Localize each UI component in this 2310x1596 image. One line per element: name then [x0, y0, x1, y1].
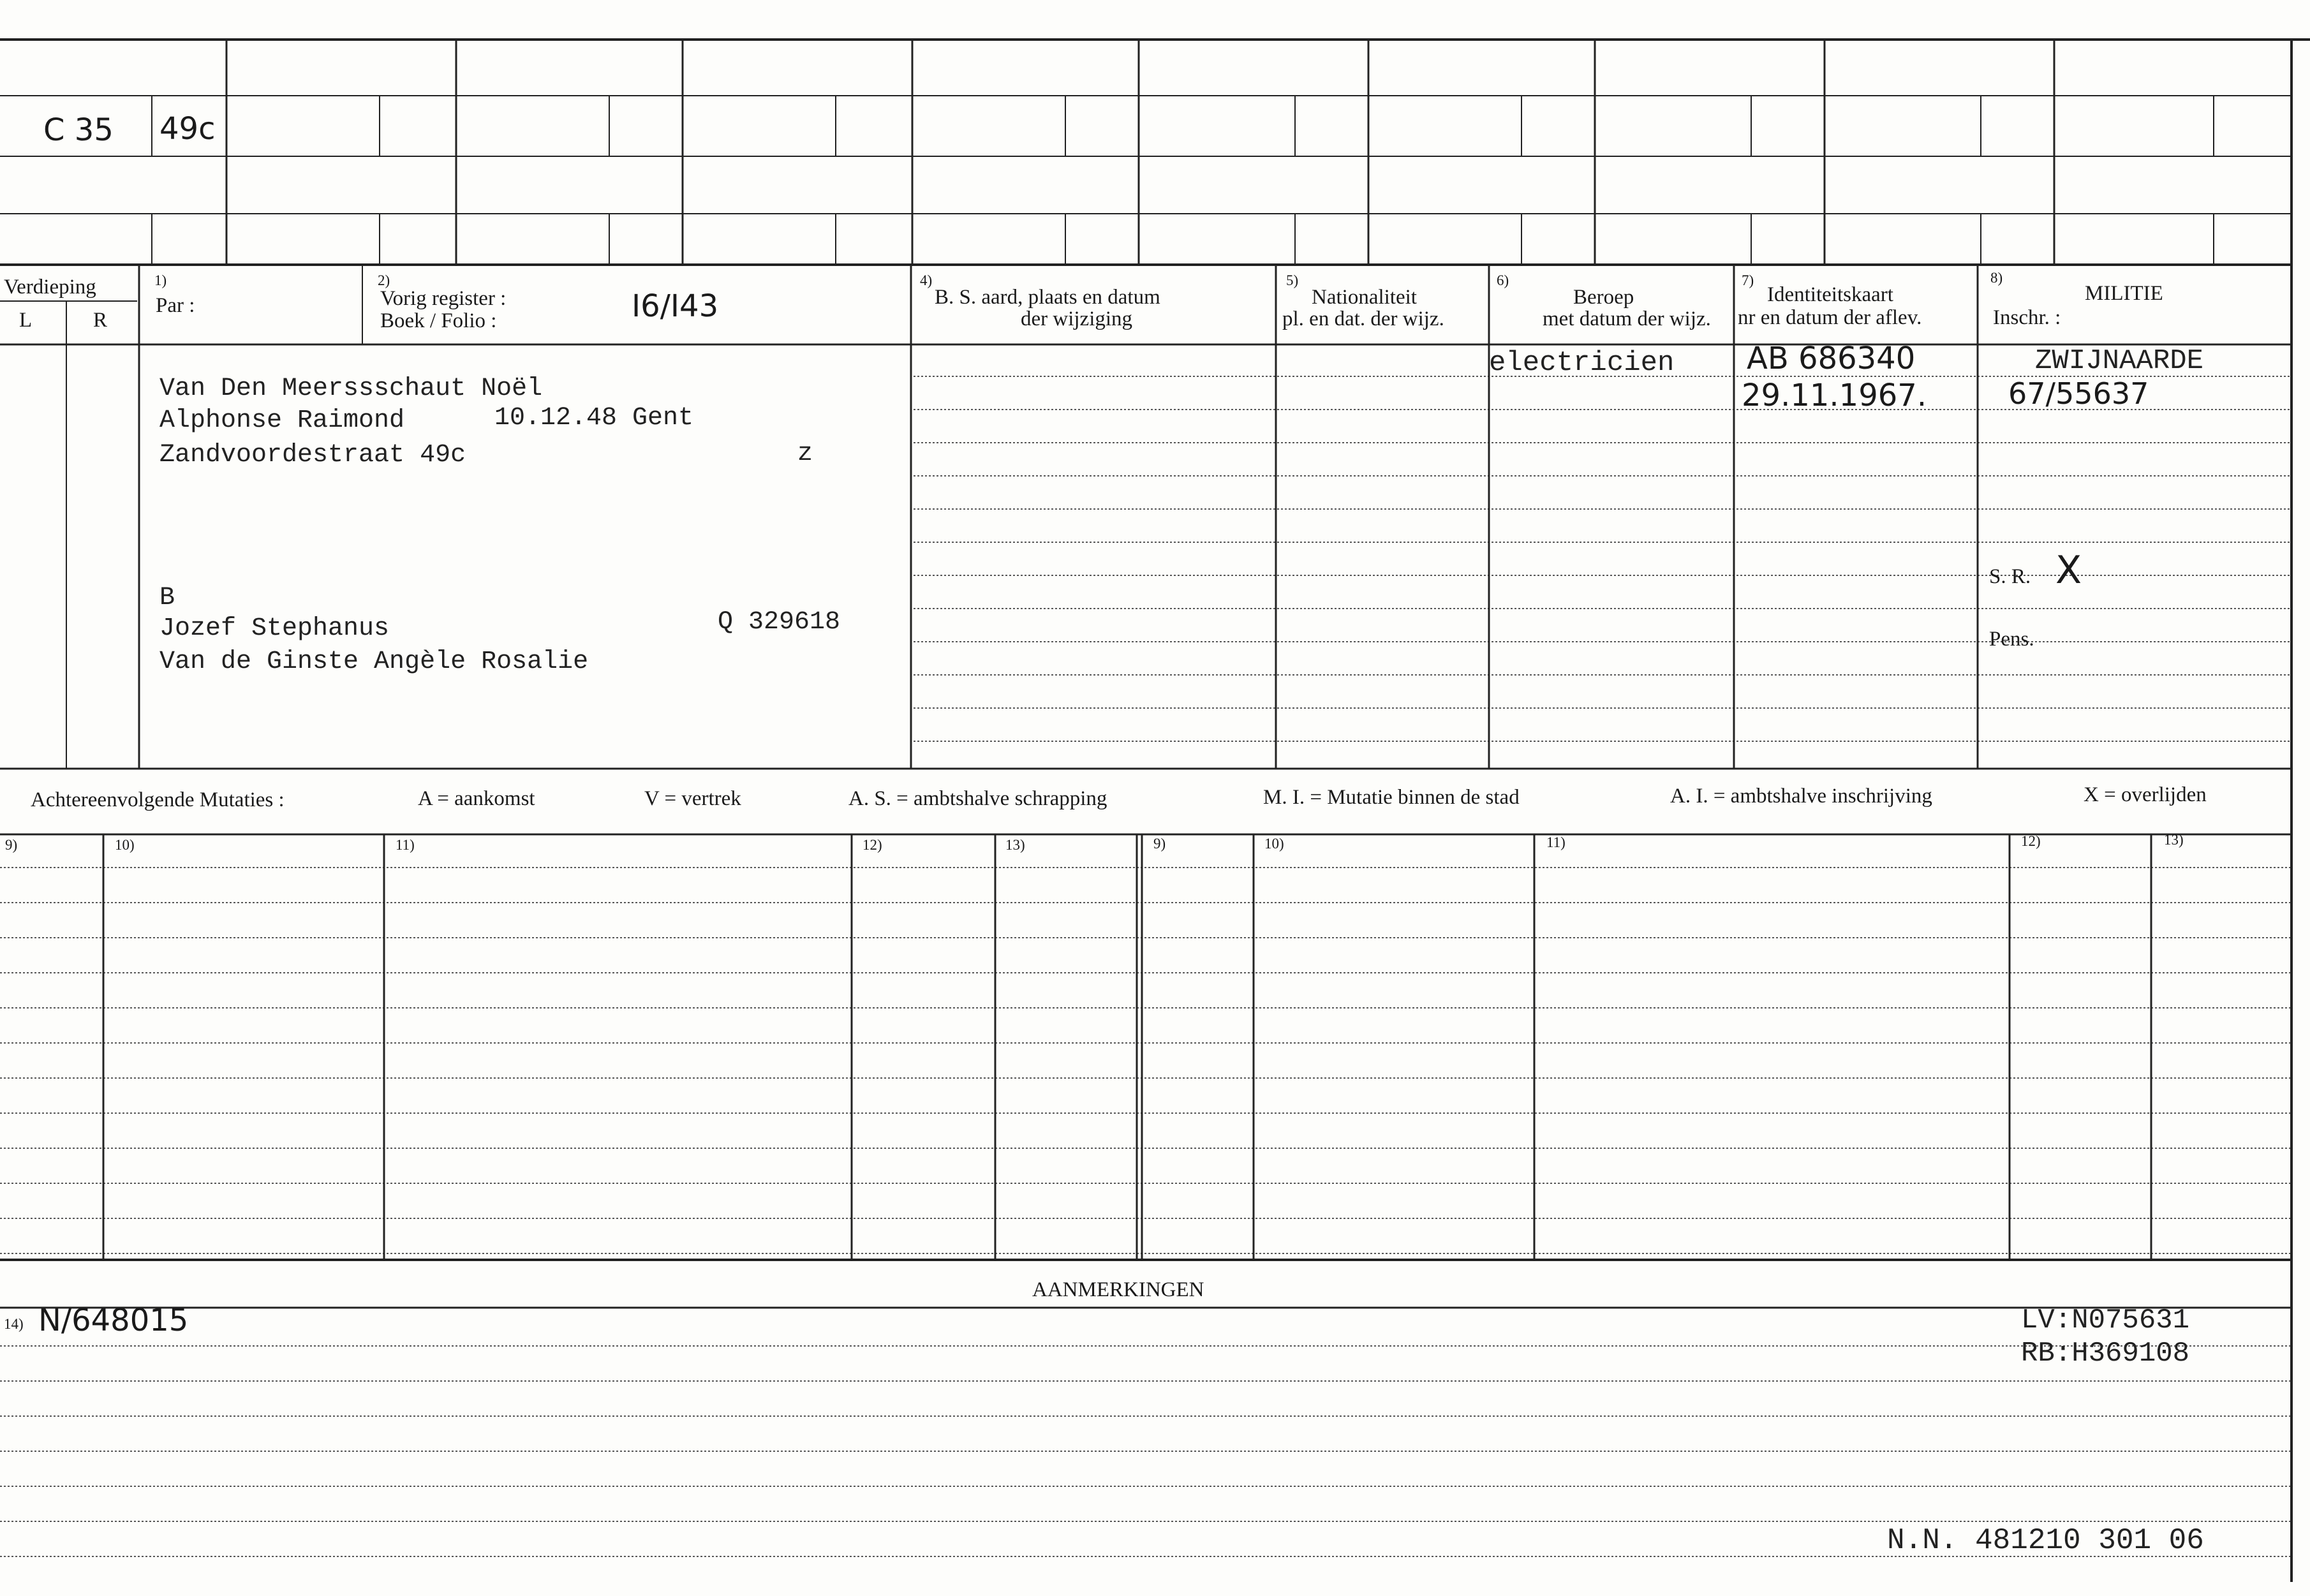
col-number-1: 1) [154, 272, 167, 288]
lower-col-13-left: 13) [1005, 837, 1025, 853]
identiteitskaart-header-line2: nr en datum der aflev. [1738, 306, 1922, 329]
lower-col-9-right: 9) [1153, 836, 1166, 852]
rb-reference: RB:H369108 [2021, 1338, 2190, 1370]
floor-left-label: L [19, 309, 33, 332]
mutatie-ambtshalve-inschrijving: A. I. = ambtshalve inschrijving [1670, 785, 1932, 808]
col-number-2: 2) [378, 272, 390, 288]
mother-name: Van de Ginste Angèle Rosalie [159, 647, 589, 676]
lower-col-9-left: 9) [5, 837, 18, 853]
lv-reference: LV:N075631 [2021, 1304, 2190, 1336]
sr-label: S. R. [1989, 565, 2031, 588]
inschr-label: Inschr. : [1993, 306, 2061, 329]
par-label: Par : [156, 294, 195, 317]
aanmerking-value: N/648015 [38, 1303, 189, 1338]
id-card-number: AB 686340 [1747, 341, 1916, 376]
mutatie-overlijden: X = overlijden [2084, 783, 2207, 806]
lower-col-10-right: 10) [1264, 836, 1284, 852]
lower-col-12-right: 12) [2021, 833, 2041, 849]
boek-folio-label: Boek / Folio : [380, 309, 497, 332]
nationaliteit-header-line1: Nationaliteit [1312, 286, 1417, 309]
top-ref-code: C 35 [43, 112, 114, 148]
col-number-5: 5) [1286, 272, 1299, 288]
col-number-4: 4) [920, 272, 933, 288]
col-number-8: 8) [1990, 270, 2003, 286]
section-b-label: B [159, 584, 175, 612]
nationaliteit-header-line2: pl. en dat. der wijz. [1282, 307, 1444, 330]
beroep-header-line1: Beroep [1573, 286, 1634, 309]
address: Zandvoordestraat 49c [159, 441, 466, 469]
lower-col-13-right: 13) [2164, 832, 2184, 848]
id-card-date: 29.11.1967. [1742, 378, 1927, 413]
mutaties-title: Achtereenvolgende Mutaties : [31, 788, 285, 811]
father-name: Jozef Stephanus [159, 614, 390, 643]
aanmerkingen-title: AANMERKINGEN [1032, 1278, 1204, 1301]
col-number-7: 7) [1742, 272, 1754, 288]
col-number-14: 14) [4, 1316, 24, 1332]
militie-place: ZWIJNAARDE [2035, 345, 2204, 377]
person-name-line1: Van Den Meerssschaut Noël [159, 374, 543, 403]
national-number: N.N. 481210 301 06 [1887, 1524, 2204, 1557]
beroep-value: electricien [1489, 347, 1675, 379]
person-reference: Q 329618 [718, 608, 841, 637]
floor-right-label: R [93, 309, 108, 332]
vorig-register-value: I6/I43 [632, 288, 719, 324]
identiteitskaart-header-line1: Identiteitskaart [1767, 283, 1893, 306]
bs-header-line2: der wijziging [1021, 307, 1133, 330]
address-mark: z [797, 440, 813, 468]
col-number-6: 6) [1497, 272, 1509, 288]
vorig-register-label: Vorig register : [380, 287, 507, 310]
verdieping-label: Verdieping [4, 276, 96, 299]
lower-col-11-left: 11) [396, 837, 415, 853]
bs-header-line1: B. S. aard, plaats en datum [935, 286, 1160, 309]
pens-label: Pens. [1989, 628, 2034, 651]
mutatie-binnen-stad: M. I. = Mutatie binnen de stad [1263, 786, 1520, 809]
mutatie-vertrek: V = vertrek [644, 787, 741, 810]
militie-header: MILITIE [2085, 282, 2163, 305]
sr-mark: X [2055, 548, 2082, 593]
person-name-line2: Alphonse Raimond [159, 406, 405, 435]
mutatie-ambtshalve-schrapping: A. S. = ambtshalve schrapping [848, 787, 1107, 810]
mutatie-aankomst: A = aankomst [418, 787, 535, 810]
militie-number: 67/55637 [2008, 376, 2149, 411]
beroep-header-line2: met datum der wijz. [1543, 307, 1711, 330]
lower-col-12-left: 12) [863, 837, 882, 853]
lower-col-10-left: 10) [115, 837, 135, 853]
top-ref-house-number: 49c [159, 111, 216, 147]
lower-col-11-right: 11) [1546, 834, 1566, 850]
birth-date-place: 10.12.48 Gent [494, 404, 694, 432]
